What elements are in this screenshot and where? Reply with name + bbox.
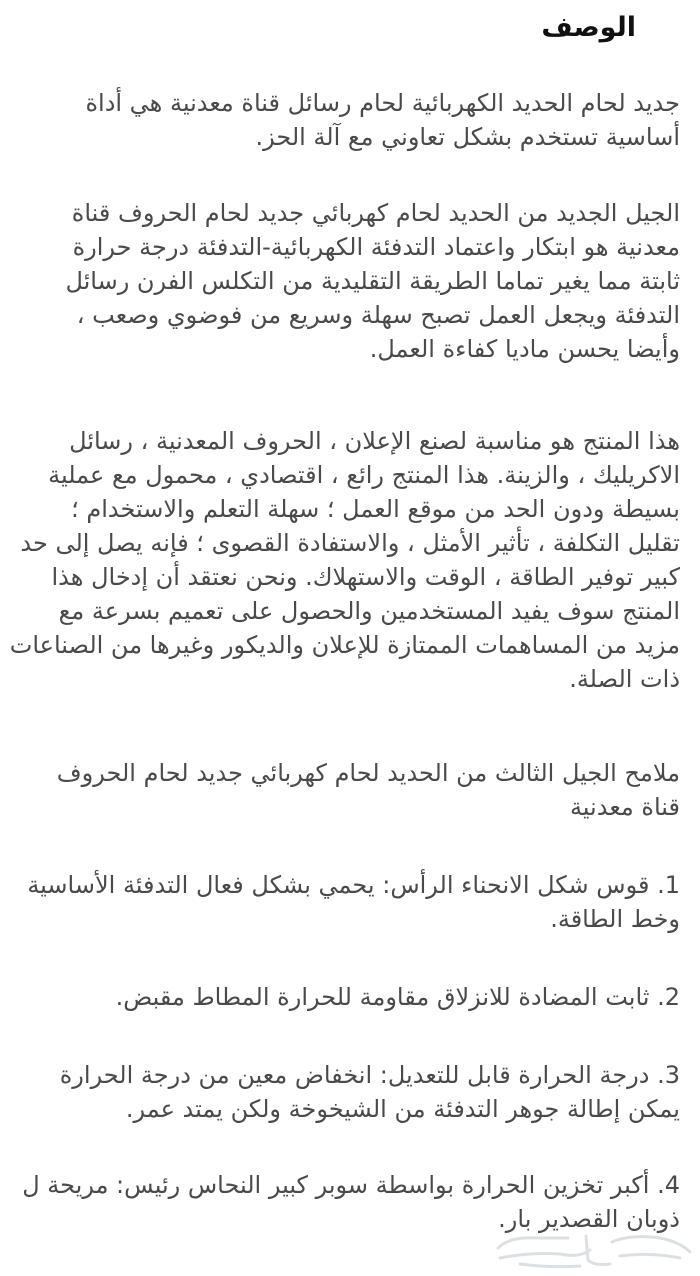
text-line: الاكريليك ، والزينة. هذا المنتج رائع ، اقتصادي ، محمول مع عملية (48, 461, 680, 489)
text-line: قناة معدنية (569, 793, 680, 821)
text-line: 4. أكبر تخزين الحرارة بواسطة سوبر كبير النحاس رئيس: مريحة ل (22, 1171, 680, 1199)
text-line: هذا المنتج هو مناسبة لصنع الإعلان ، الحروف المعدنية ، رسائل (69, 427, 680, 455)
text-line: مزيد من المساهمات الممتازة للإعلان والديكور وغيرها من الصناعات (9, 631, 680, 659)
text-line: كبير توفير الطاقة ، الوقت والاستهلاك. ونحن نعتقد أن إدخال هذا (51, 563, 680, 591)
text-line: وخط الطاقة. (550, 905, 680, 933)
text-line: ثابتة مما يغير تماما الطريقة التقليدية من التكلس الفرن رسائل (65, 267, 680, 295)
page-title: الوصف (541, 12, 636, 43)
text-line: 1. قوس شكل الانحناء الرأس: يحمي بشكل فعال التدفئة الأساسية (27, 871, 680, 899)
text-line: وأيضا يحسن ماديا كفاءة العمل. (369, 335, 680, 363)
text-line: أساسية تستخدم بشكل تعاوني مع آلة الحز. (255, 123, 680, 151)
text-line: ذوبان القصدير بار. (498, 1205, 680, 1233)
text-line: يمكن إطالة جوهر التدفئة من الشيخوخة ولكن يمتد عمر. (125, 1095, 680, 1123)
paragraph-intro (10, 86, 680, 154)
text-line: تقليل التكلفة ، تأثير الأمثل ، والاستفادة القصوى ؛ فإنه يصل إلى حد (20, 529, 680, 557)
text-line: جديد لحام الحديد الكهربائية لحام رسائل قناة معدنية هي أداة (85, 89, 680, 117)
paragraph-usage (10, 424, 680, 696)
feature-item-2 (10, 980, 680, 1014)
text-line: بسيطة ودون الحد من موقع العمل ؛ سهلة التعلم والاستخدام ؛ (71, 495, 680, 523)
feature-item-4 (10, 1168, 680, 1236)
watermark-logo-icon (490, 1228, 700, 1272)
paragraph-features-heading (10, 756, 680, 824)
haraj-watermark-logo (490, 1228, 700, 1272)
text-line: معدنية هو ابتكار واعتماد التدفئة الكهربائية-التدفئة درجة حرارة (72, 233, 680, 261)
text-line: ملامح الجيل الثالث من الحديد لحام كهربائي جديد لحام الحروف (56, 759, 680, 787)
paragraph-new-generation (10, 196, 680, 366)
text-line: 3. درجة الحرارة قابل للتعديل: انخفاض معين من درجة الحرارة (59, 1061, 680, 1089)
feature-item-3 (10, 1058, 680, 1126)
feature-item-1 (10, 868, 680, 936)
text-line: 2. ثابت المضادة للانزلاق مقاومة للحرارة المطاط مقبض. (115, 983, 680, 1011)
text-line: التدفئة ويجعل العمل تصبح سهلة وسريع من فوضوي وصعب ، (76, 301, 680, 329)
text-line: الجيل الجديد من الحديد لحام كهربائي جديد لحام الحروف قناة (71, 199, 680, 227)
text-line: المنتج سوف يفيد المستخدمين والحصول على تعميم بسرعة مع (58, 597, 680, 625)
text-line: ذات الصلة. (569, 665, 680, 693)
